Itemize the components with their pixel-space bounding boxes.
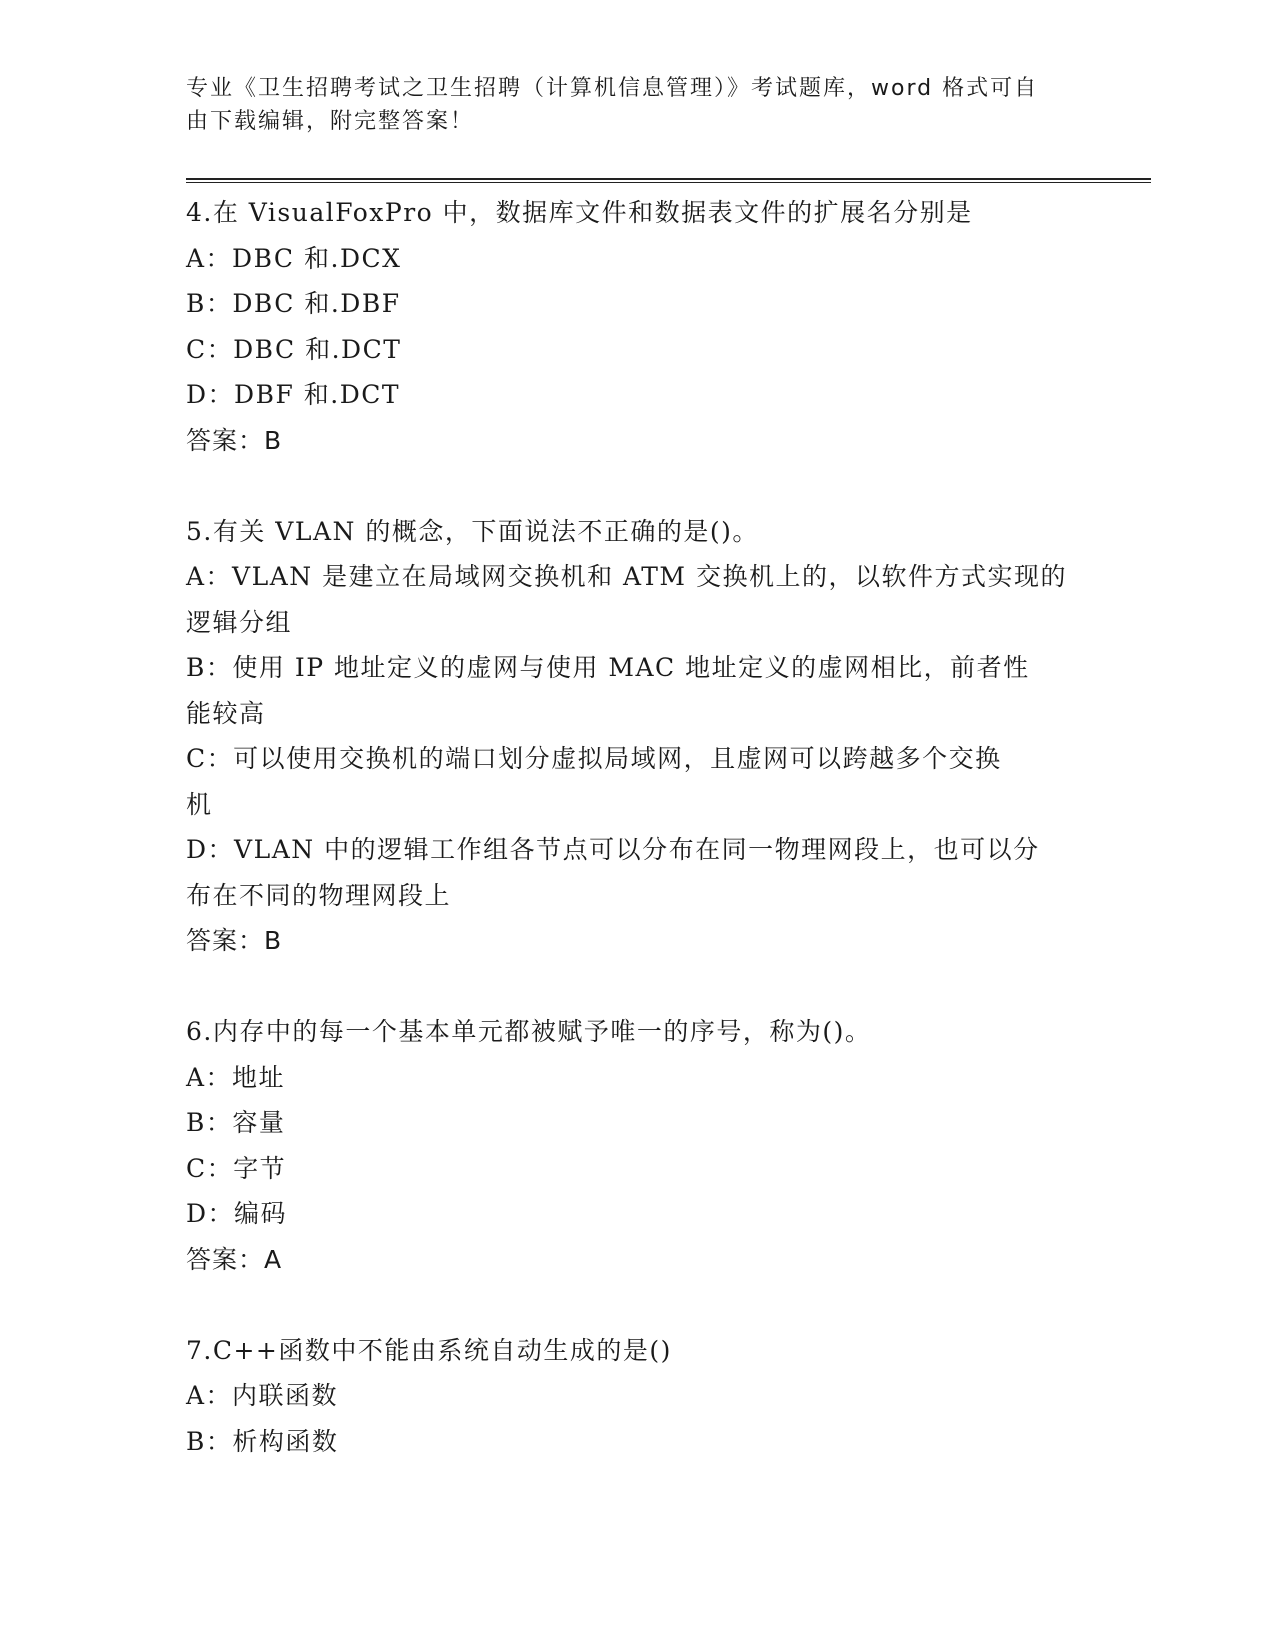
answer-label: 答案：B <box>186 926 283 955</box>
answer-label: 答案：A <box>186 1244 283 1274</box>
question-6 <box>186 1009 1086 1282</box>
option-a: A：内联函数 <box>186 1381 339 1410</box>
option-a-continued: 逻辑分组 <box>186 607 293 637</box>
question-stem: 7.C++函数中不能由系统自动生成的是() <box>186 1335 672 1365</box>
option-d: D：DBF 和.DCT <box>186 380 401 409</box>
option-a: A：地址 <box>186 1062 286 1092</box>
document-header <box>186 72 1066 138</box>
option-c-continued: 机 <box>186 789 213 819</box>
header-line-1: 专业《卫生招聘考试之卫生招聘（计算机信息管理）》考试题库，word 格式可自 <box>186 76 1039 101</box>
option-b: B：使用 IP 地址定义的虚网与使用 MAC 地址定义的虚网相比，前者性 <box>186 653 1030 682</box>
option-d: D：编码 <box>186 1199 288 1228</box>
question-stem: 5.有关 VLAN 的概念，下面说法不正确的是()。 <box>186 516 759 546</box>
option-a: A：DBC 和.DCX <box>186 243 402 273</box>
option-d-continued: 布在不同的物理网段上 <box>186 880 452 910</box>
header-line-2: 由下载编辑，附完整答案！ <box>186 109 475 134</box>
option-c: C：可以使用交换机的端口划分虚拟局域网，且虚网可以跨越多个交换 <box>186 744 1002 773</box>
option-b: B：析构函数 <box>186 1426 339 1456</box>
option-b: B：DBC 和.DBF <box>186 289 401 318</box>
question-stem: 4.在 VisualFoxPro 中，数据库文件和数据表文件的扩展名分别是 <box>186 198 973 227</box>
question-list <box>186 190 1086 1464</box>
question-4 <box>186 190 1086 463</box>
option-a: A：VLAN 是建立在局域网交换机和 ATM 交换机上的，以软件方式实现的 <box>186 562 1067 591</box>
option-b: B：容量 <box>186 1108 286 1137</box>
option-c: C：字节 <box>186 1153 287 1183</box>
option-b-continued: 能较高 <box>186 698 266 728</box>
question-stem: 6.内存中的每一个基本单元都被赋予唯一的序号，称为()。 <box>186 1017 872 1046</box>
header-divider <box>186 178 1151 183</box>
option-d: D：VLAN 中的逻辑工作组各节点可以分布在同一物理网段上，也可以分 <box>186 835 1040 864</box>
answer-label: 答案：B <box>186 425 283 455</box>
question-7 <box>186 1328 1086 1465</box>
option-c: C：DBC 和.DCT <box>186 334 402 364</box>
question-5 <box>186 509 1086 964</box>
